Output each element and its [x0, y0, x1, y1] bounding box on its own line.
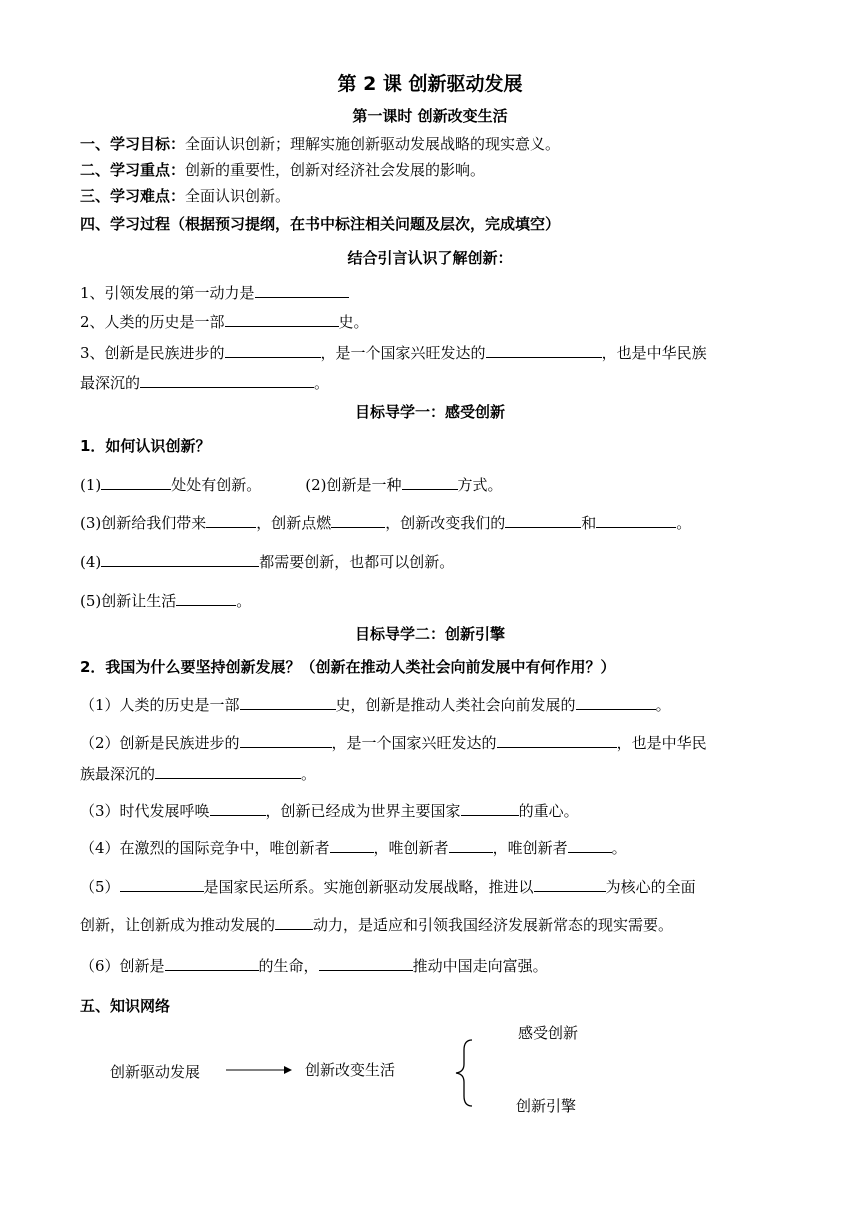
learning-difficulty — [80, 186, 780, 206]
blank-field[interactable] — [140, 372, 314, 388]
blank-field[interactable] — [461, 800, 519, 816]
item-text: 推动中国走向富强。 — [412, 957, 548, 975]
arrow-icon — [226, 1062, 292, 1078]
page-subtitle: 第一课时 创新改变生活 — [352, 107, 508, 125]
goal2-heading: 目标导学二：创新引擎 — [354, 625, 505, 643]
goal2-item-1 — [80, 694, 780, 715]
blank-field[interactable] — [331, 512, 385, 528]
intro-q3-text: 最深沉的 — [80, 374, 141, 392]
network-root: 创新驱动发展 — [110, 1063, 201, 1081]
goal2-item-2 — [80, 732, 780, 753]
item-text: ，是一个国家兴旺发达的 — [331, 734, 497, 752]
blank-field[interactable] — [486, 342, 602, 358]
item-text: ，唯创新者 — [492, 839, 568, 857]
intro-q3-cont — [80, 372, 780, 393]
blank-field[interactable] — [240, 694, 336, 710]
goal2-item-3 — [80, 800, 780, 821]
item-text: （4）在激烈的国际竞争中，唯创新者 — [80, 839, 330, 857]
goal2-item-4 — [80, 837, 780, 858]
intro-heading: 结合引言认识了解创新： — [347, 249, 513, 267]
blank-field[interactable] — [225, 342, 321, 358]
intro-q3-text: 3、创新是民族进步的 — [80, 344, 225, 362]
item-text: 。 — [655, 696, 671, 714]
goal1-heading: 目标导学一：感受创新 — [354, 403, 505, 421]
goal1-item-3 — [80, 512, 780, 533]
learning-process-heading: 四、学习过程（根据预习提纲，在书中标注相关问题及层次，完成填空） — [80, 215, 561, 233]
blank-field[interactable] — [240, 732, 332, 748]
item-text: （6）创新是 — [80, 957, 165, 975]
blank-field[interactable] — [120, 876, 204, 892]
blank-field[interactable] — [176, 590, 236, 606]
knowledge-network-heading: 五、知识网络 — [80, 997, 171, 1015]
item-text: （5） — [80, 878, 120, 896]
blank-field[interactable] — [101, 551, 259, 567]
learning-focus — [80, 160, 780, 180]
blank-field[interactable] — [255, 282, 349, 298]
blank-field[interactable] — [101, 474, 171, 490]
blank-field[interactable] — [568, 837, 612, 853]
item-text: 。 — [301, 765, 317, 783]
goal2-question: 2．我国为什么要坚持创新发展？（创新在推动人类社会向前发展中有何作用？） — [80, 658, 616, 676]
item-text: (2)创新是一种 — [305, 476, 402, 494]
intro-q2 — [80, 311, 780, 332]
item-text: 和 — [581, 514, 597, 532]
item-text: (3)创新给我们带来 — [80, 514, 207, 532]
learning-focus-heading: 二、学习重点： — [80, 161, 186, 179]
goal2-item-2-cont — [80, 763, 780, 784]
goal1-item-5 — [80, 590, 780, 611]
goal1-question: 1．如何认识创新？ — [80, 437, 211, 455]
item-text: （3）时代发展呼唤 — [80, 802, 210, 820]
blank-field[interactable] — [210, 800, 266, 816]
blank-field[interactable] — [225, 311, 339, 327]
blank-field[interactable] — [206, 512, 256, 528]
brace-icon — [452, 1038, 476, 1108]
learning-difficulty-heading: 三、学习难点： — [80, 187, 186, 205]
item-text: 。 — [611, 839, 627, 857]
item-text: 处处有创新。 — [171, 476, 262, 494]
item-text: （2）创新是民族进步的 — [80, 734, 240, 752]
item-text: 的重心。 — [518, 802, 579, 820]
item-text: ，创新已经成为世界主要国家 — [265, 802, 461, 820]
blank-field[interactable] — [449, 837, 493, 853]
goal2-item-5-cont — [80, 914, 780, 935]
goal1-item-4 — [80, 551, 780, 572]
intro-q3-text: ，是一个国家兴旺发达的 — [320, 344, 486, 362]
item-text: 。 — [676, 514, 692, 532]
blank-field[interactable] — [534, 876, 606, 892]
item-text: 族最深沉的 — [80, 765, 156, 783]
item-text: 都需要创新，也都可以创新。 — [259, 553, 455, 571]
intro-q1 — [80, 282, 780, 303]
item-text: ，唯创新者 — [373, 839, 449, 857]
learning-difficulty-text: 全面认识创新。 — [185, 187, 291, 205]
blank-field[interactable] — [402, 474, 458, 490]
item-text: 。 — [236, 592, 252, 610]
learning-goal-heading: 一、学习目标： — [80, 135, 186, 153]
item-text: 方式。 — [457, 476, 503, 494]
blank-field[interactable] — [497, 732, 617, 748]
item-text: (5)创新让生活 — [80, 592, 177, 610]
learning-goal-text: 全面认识创新；理解实施创新驱动发展战略的现实意义。 — [185, 135, 561, 153]
page-title: 第 2 课 创新驱动发展 — [337, 73, 523, 95]
learning-goal — [80, 134, 780, 154]
network-leaf-2: 创新引擎 — [516, 1097, 577, 1115]
intro-q2-text: 史。 — [338, 313, 369, 331]
item-text: 动力，是适应和引领我国经济发展新常态的现实需要。 — [313, 916, 674, 934]
intro-q2-text: 2、人类的历史是一部 — [80, 313, 225, 331]
network-middle: 创新改变生活 — [305, 1061, 396, 1079]
item-text: ，也是中华民 — [616, 734, 707, 752]
item-text: （1）人类的历史是一部 — [80, 696, 240, 714]
item-text: 是国家民运所系。实施创新驱动发展战略，推进以 — [203, 878, 534, 896]
item-text: ，创新改变我们的 — [385, 514, 506, 532]
intro-q1-text: 1、引领发展的第一动力是 — [80, 284, 255, 302]
goal1-item-1-2 — [80, 474, 780, 495]
blank-field[interactable] — [576, 694, 656, 710]
network-leaf-1: 感受创新 — [518, 1024, 579, 1042]
blank-field[interactable] — [505, 512, 581, 528]
item-text: 史，创新是推动人类社会向前发展的 — [335, 696, 576, 714]
blank-field[interactable] — [330, 837, 374, 853]
intro-q3 — [80, 342, 780, 363]
goal2-item-5 — [80, 876, 780, 897]
intro-q3-text: ，也是中华民族 — [601, 344, 707, 362]
item-text: ，创新点燃 — [256, 514, 332, 532]
goal2-item-6 — [80, 955, 780, 976]
item-text: 创新，让创新成为推动发展的 — [80, 916, 276, 934]
item-text: (4) — [80, 553, 102, 571]
intro-q3-text: 。 — [314, 374, 330, 392]
blank-field[interactable] — [596, 512, 676, 528]
blank-field[interactable] — [165, 955, 259, 971]
blank-field[interactable] — [155, 763, 301, 779]
item-text: 的生命， — [258, 957, 319, 975]
learning-focus-text: 创新的重要性，创新对经济社会发展的影响。 — [185, 161, 486, 179]
blank-field[interactable] — [275, 914, 313, 930]
blank-field[interactable] — [319, 955, 413, 971]
item-text: (1) — [80, 476, 102, 494]
item-text: 为核心的全面 — [605, 878, 696, 896]
